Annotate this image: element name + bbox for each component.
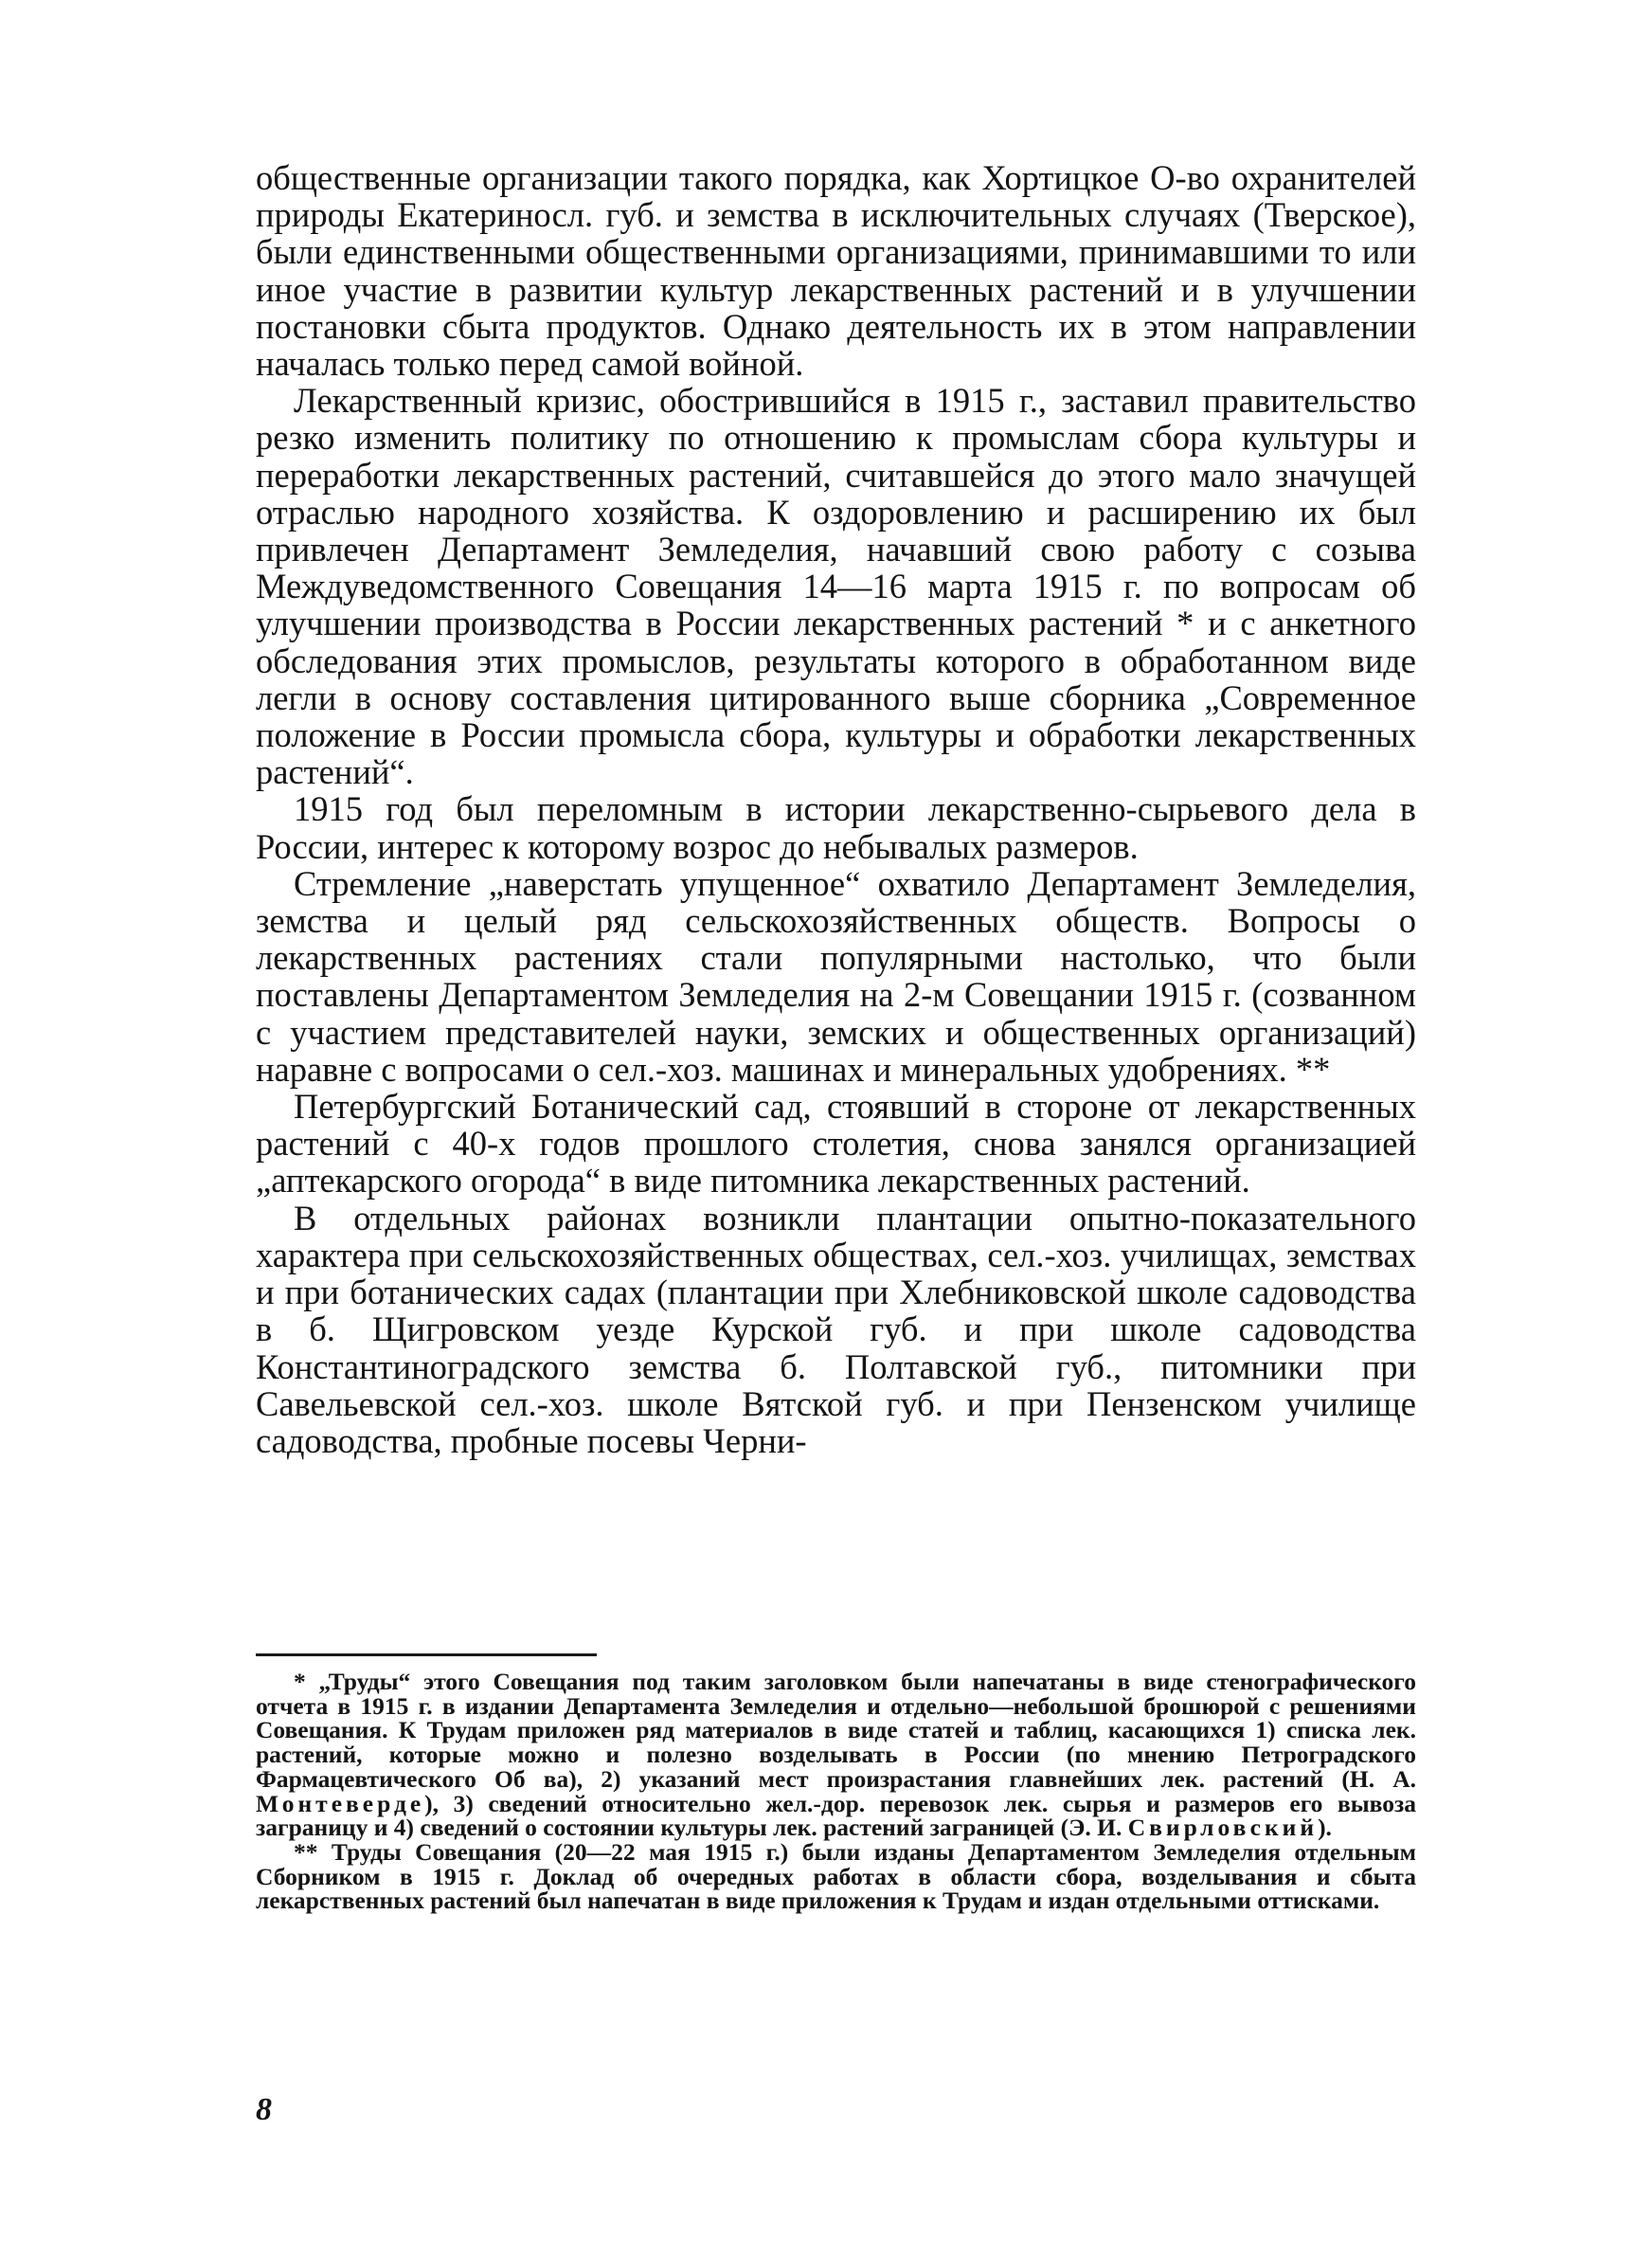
footnote-1-marker: * xyxy=(294,1668,306,1695)
paragraph-4: Стремление „наверстать упущенное“ охватило Департамент Земледелия, земства и целый ряд сельскохозяйственных обществ. Вопросы о лекарственных растениях стали популярными настолько, что были поставлены Департаментом Земледелия на 2-м Совещании 1915 г. (созванном с участием представителей науки, земских и общественных организаций) наравне с вопросами о сел.-хоз. машинах и минеральных удобрениях. ** xyxy=(256,863,1416,1089)
footnote-1-text-a: „Труды“ этого Совещания под таким заголовком были напечатаны в виде стенографического отчета в 1915 г. в издании Департамента Земледелия и отдельно—небольшой брошюрой с решениями Совещания. К Трудам приложен ряд материалов в виде статей и таблиц, касающихся 1) списка лек. растений, которые можно и полезно возделывать в России (по мнению Петроградского Фармацевтического Об ва), 2) указаний мест произрастания главнейших лек. растений (Н. А. xyxy=(256,1668,1416,1793)
footnote-2-marker: ** xyxy=(294,1837,318,1866)
footnote-1-text-b: ), 3) сведений относительно жел.-дор. перевозок лек. сырья и размеров его вывоза заграницу и 4) сведений о состоянии культуры лек. растений заграницей (Э. И. xyxy=(256,1789,1416,1842)
footnote-2 xyxy=(256,1837,1416,1915)
footnote-separator xyxy=(256,1653,597,1656)
paragraph-3: 1915 год был переломным в истории лекарственно-сырьевого дела в России, интерес к которому возрос до небывалых размеров. xyxy=(256,789,1416,866)
paragraph-1: общественные организации такого порядка, как Хортицкое О-во охранителей природы Екатериносл. губ. и земства в исключительных случаях (Тверское), были единственными общественными организациями, принимавшими то или иное участие в развитии культур лекарственных растений и в улучшении постановки сбыта продуктов. Однако деятельность их в этом направлении началась только перед самой войной. xyxy=(256,158,1416,384)
paragraph-5: Петербургский Ботанический сад, стоявший в стороне от лекарственных растений с 40-х годов прошлого столетия, снова занялся организацией „аптекарского огорода“ в виде питомника лекарственных растений. xyxy=(256,1087,1416,1201)
page-number: 8 xyxy=(256,2092,272,2127)
footnote-2-text: Труды Совещания (20—22 мая 1915 г.) были изданы Департаментом Земледелия отдельным Сборником в 1915 г. Доклад об очередных работах в области сбора, возделывания и сбыта лекарственных растений был напечатан в виде приложения к Трудам и издан отдельными оттисками. xyxy=(256,1837,1416,1915)
paragraph-6: В отдельных районах возникли плантации опытно-показательного характера при сельскохозяйственных обществах, сел.-хоз. училищах, земствах и при ботанических садах (плантации при Хлебниковской школе садоводства в б. Щигровском уезде Курской губ. и при школе садоводства Константиноградского земства б. Полтавской губ., питомники при Савельевской сел.-хоз. школе Вятской губ. и при Пензенском училище садоводства, пробные посевы Черни- xyxy=(256,1198,1416,1460)
footnotes xyxy=(256,1670,1416,1913)
footnote-1 xyxy=(256,1670,1416,1840)
footnote-1-name-2: Свирловский xyxy=(1127,1814,1319,1842)
footnote-1-name-1: Монтеверде xyxy=(256,1789,425,1817)
footnote-1-text-c: ). xyxy=(1318,1814,1332,1842)
main-text xyxy=(256,159,1416,1459)
paragraph-2: Лекарственный кризис, обострившийся в 1915 г., заставил правительство резко изменить политику по отношению к промыслам сбора культуры и переработки лекарственных растений, считавшейся до этого мало значущей отраслью народного хозяйства. К оздоровлению и расширению их был привлечен Департамент Земледелия, начавший свою работу с созыва Междуведомственного Совещания 14—16 марта 1915 г. по вопросам об улучшении производства в России лекарственных растений * и с анкетного обследования этих промыслов, результаты которого в обработанном виде легли в основу составления цитированного выше сборника „Современное положение в России промысла сбора, культуры и обработки лекарственных растений“. xyxy=(256,381,1416,792)
